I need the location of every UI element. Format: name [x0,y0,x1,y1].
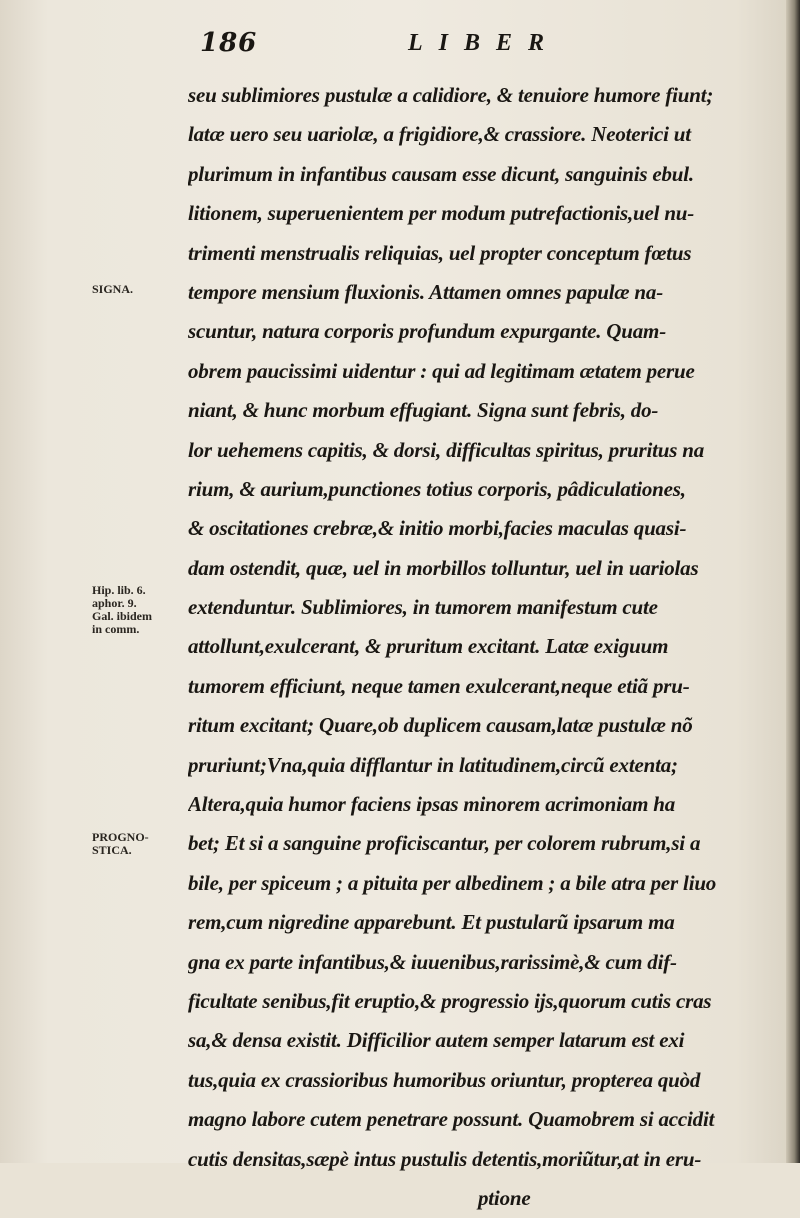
margin-note-line: in comm. [92,622,140,636]
margin-note-line: STICA. [92,843,132,857]
text-line: tus,quia ex crassioribus humoribus oriuntur, propterea quòd [188,1067,701,1092]
margin-note-line: PROGNO- [92,830,149,844]
text-line: attollunt,exulcerant, & pruritum excitant. Latæ exiguum [188,634,669,659]
margin-note-hippocrates [92,584,184,636]
text-line: scuntur, natura corporis profundum expurgante. Quam- [188,319,666,344]
margin-note-line: aphor. 9. [92,596,137,610]
page-header [200,28,620,64]
margin-note-line: Gal. ibidem [92,609,153,623]
page-number: 186 [200,28,258,58]
running-title: LIBER [408,30,561,56]
text-line: ritum excitant; Quare,ob duplicem causam,latæ pustulæ nõ [188,713,693,738]
text-line: seu sublimiores pustulæ a calidiore, & tenuiore humore fiunt; [188,83,714,107]
text-line: pruriunt;Vna,quia difflantur in latitudinem,circũ extenta; [188,752,678,777]
margin-note-line: SIGNA. [92,282,134,296]
text-line: extenduntur. Sublimiores, in tumorem manifestum cute [188,595,658,620]
text-line: plurimum in infantibus causam esse dicunt, sanguinis ebul. [188,161,694,186]
text-line: tempore mensium fluxionis. Attamen omnes papulæ na- [188,279,664,304]
text-line: lor uehemens capitis, & dorsi, difficultas spiritus, pruritus na [188,437,705,462]
body-text [188,76,790,1218]
text-line: obrem paucissimi uidentur : qui ad legitimam ætatem perue [188,358,695,383]
margin-note-line: Hip. lib. 6. [92,583,146,597]
margin-note-signa [92,283,184,296]
text-line: Altera,quia humor faciens ipsas minorem acrimoniam ha [188,792,676,817]
text-line: bet; Et si a sanguine proficiscantur, per colorem rubrum,si a [188,831,701,856]
text-line: rium, & aurium,punctiones totius corporis, pâdiculationes, [188,476,686,501]
text-line: niant, & hunc morbum effugiant. Signa sunt febris, do- [188,398,659,423]
text-line: ficultate senibus,fit eruptio,& progressio ijs,quorum cutis cras [188,988,712,1013]
text-line: dam ostendit, quæ, uel in morbillos tolluntur, uel in uariolas [188,555,699,580]
text-line: litionem, superuenientem per modum putrefactionis,uel nu- [188,201,695,226]
text-line: trimenti menstrualis reliquias, uel propter conceptum fœtus [188,240,692,265]
text-line: & oscitationes crebræ,& initio morbi,facies maculas quasi- [188,516,687,541]
text-line: sa,& densa existit. Difficilior autem semper latarum est exi [188,1028,685,1053]
text-line: gna ex parte infantibus,& iuuenibus,rarissimè,& cum dif- [188,949,677,974]
text-line: latæ uero seu uariolæ, a frigidiore,& crassiore. Neoterici ut [188,122,691,147]
text-line: cutis densitas,sæpè intus pustulis detentis,moriũtur,at in eru- [188,1146,702,1171]
text-line: magno labore cutem penetrare possunt. Quamobrem si accidit [188,1107,715,1132]
text-line: rem,cum nigredine apparebunt. Et pustularũ ipsarum ma [188,910,675,935]
text-line: bile, per spiceum ; a pituita per albedinem ; a bile atra per liuo [188,870,717,895]
text-line: tumorem efficiunt, neque tamen exulcerant,neque etiã pru- [188,673,690,698]
catchword: ptione [478,1185,531,1210]
margin-note-prognostica [92,831,184,857]
